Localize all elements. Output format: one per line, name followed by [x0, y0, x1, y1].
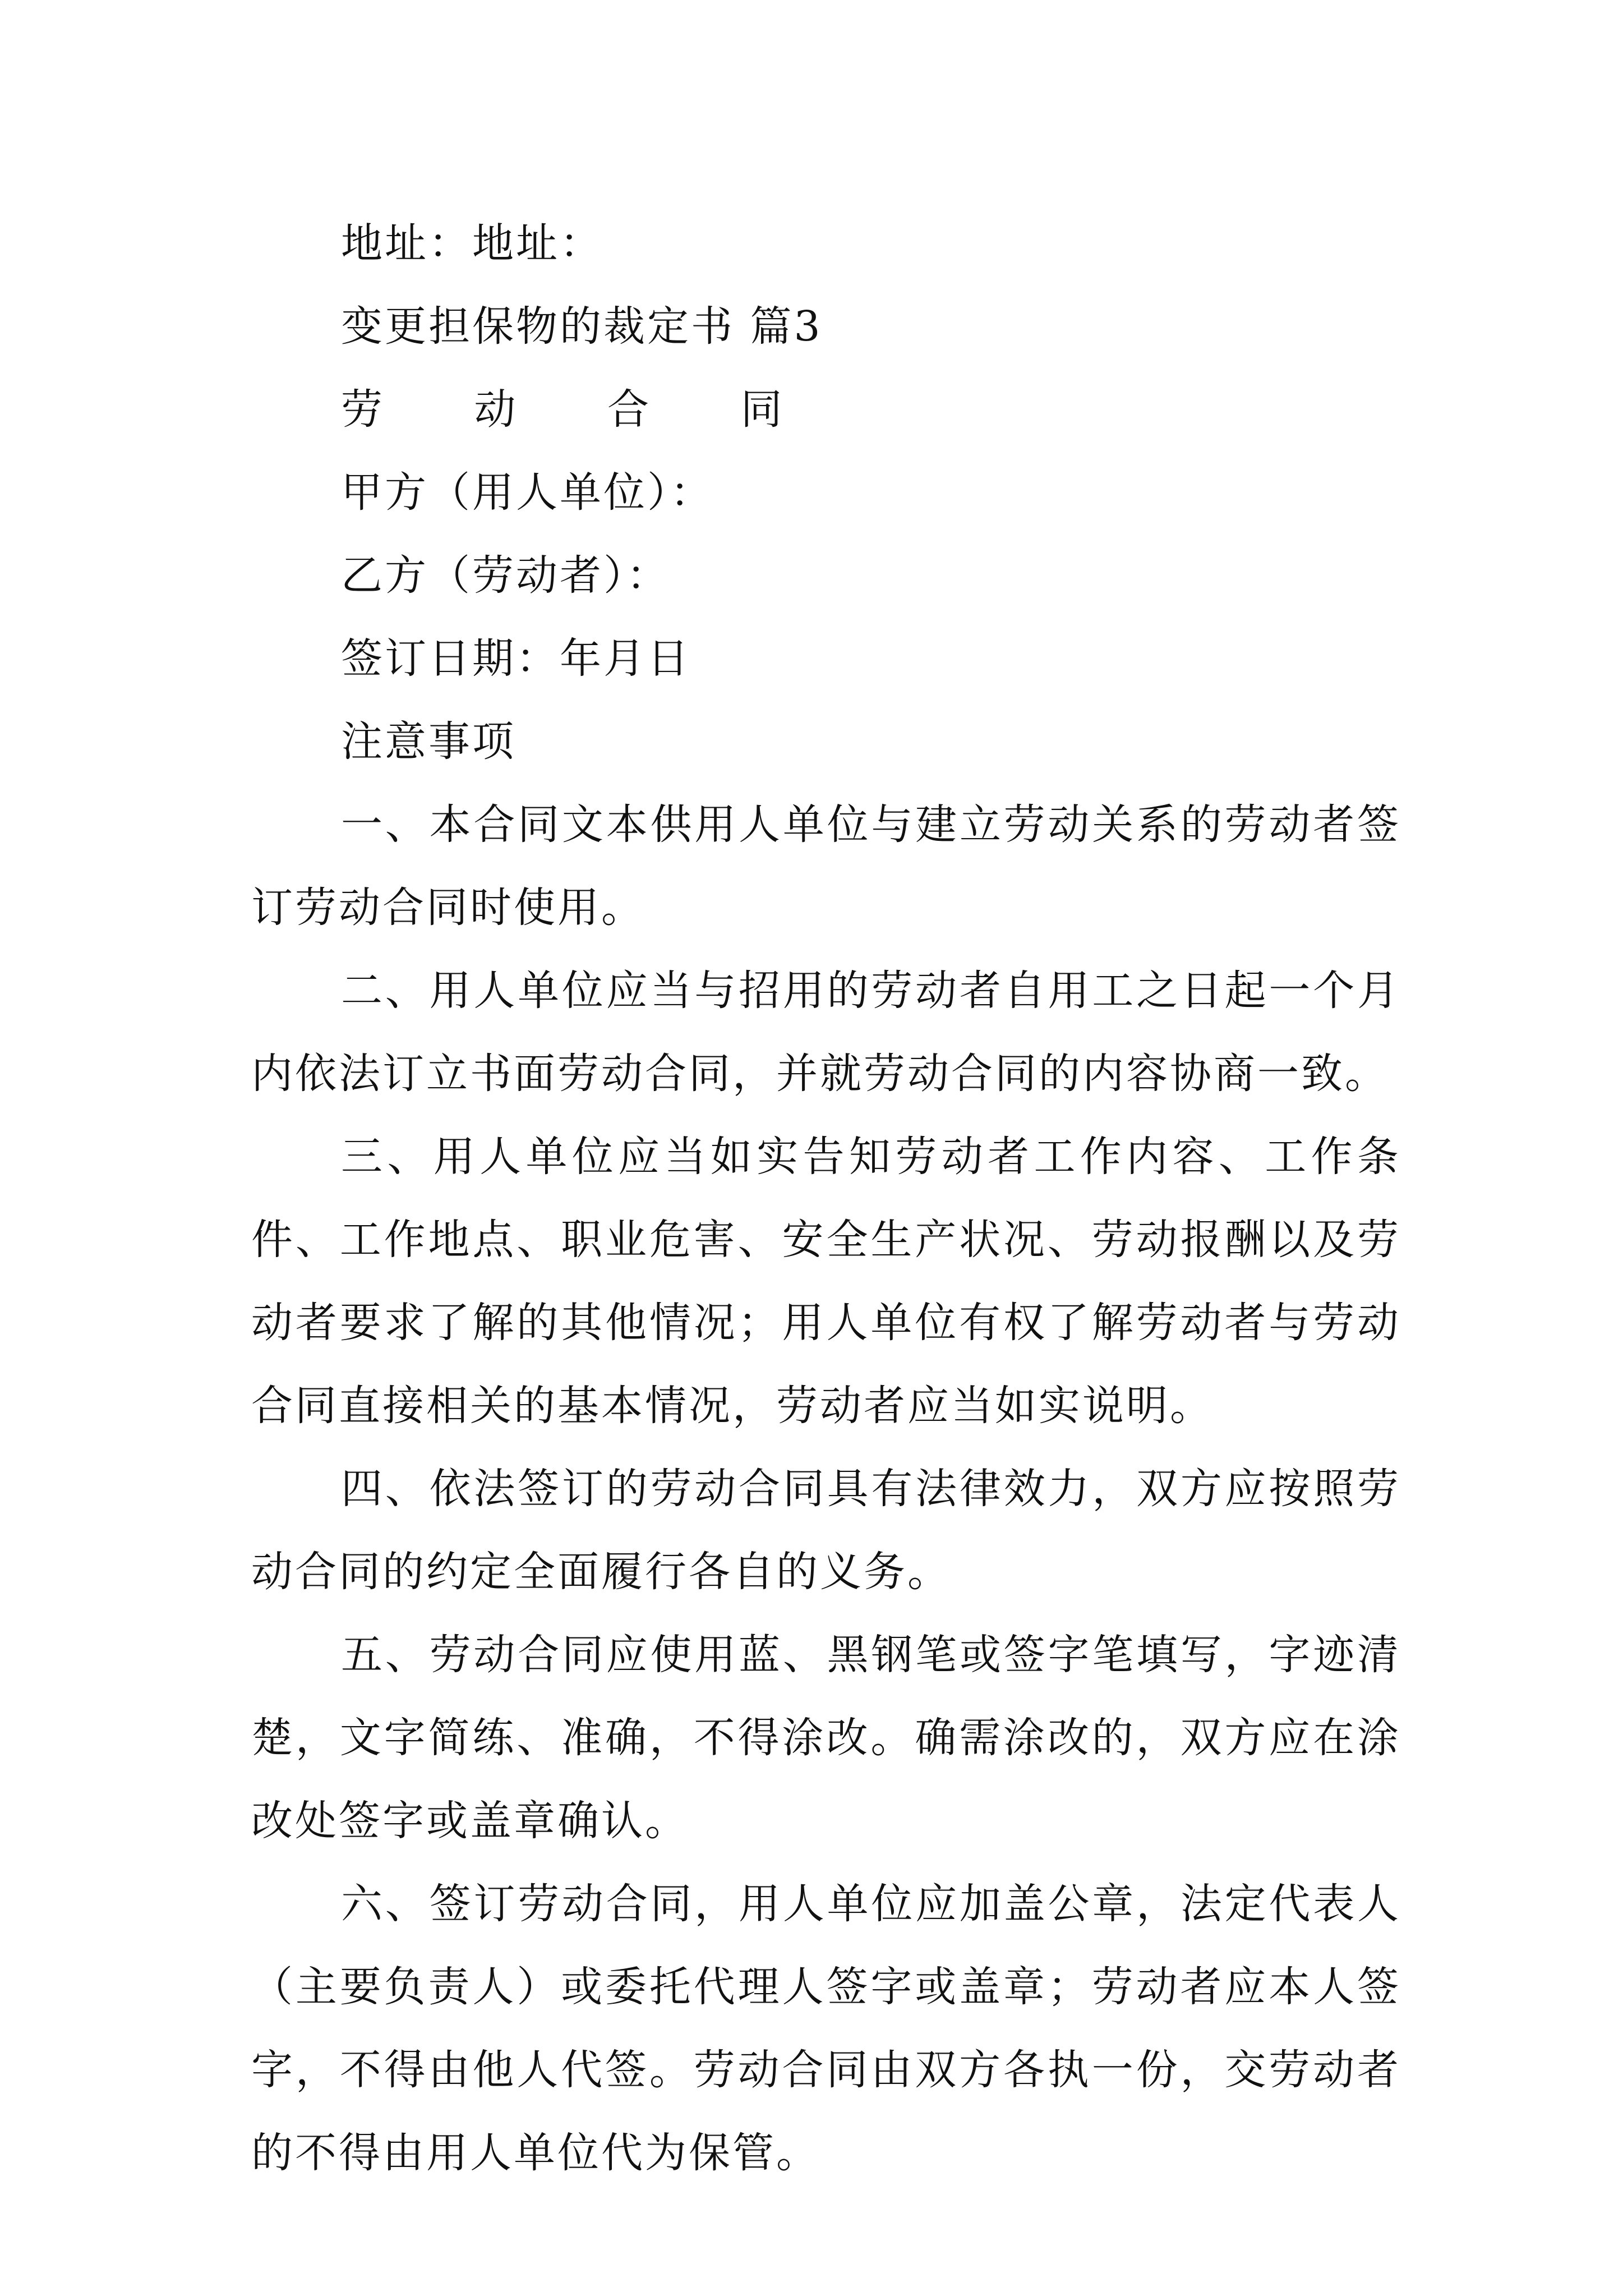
document-body — [251, 202, 1401, 2194]
contract-title: 劳 动 合 同 — [341, 385, 822, 434]
notes-heading: 注意事项 — [341, 717, 516, 766]
party-a-line: 甲方（用人单位）： — [341, 468, 714, 517]
note-paragraph-2: 二、用人单位应当与招用的劳动者自用工之日起一个月内依法订立书面劳动合同，并就劳动合同的内容协商一致。 — [251, 967, 1401, 1098]
party-b-line: 乙方（劳动者）： — [341, 551, 670, 600]
address-line: 地址：地址： — [341, 219, 603, 268]
note-paragraph-3: 三、用人单位应当如实告知劳动者工作内容、工作条件、工作地点、职业危害、安全生产状况、劳动报酬以及劳动者要求了解的其他情况；用人单位有权了解劳动者与劳动合同直接相关的基本情况，劳动者应当如实说明。 — [251, 1133, 1401, 1430]
note-paragraph-6: 六、签订劳动合同，用人单位应加盖公章，法定代表人（主要负责人）或委托代理人签字或盖章；劳动者应本人签字，不得由他人代签。劳动合同由双方各执一份，交劳动者的不得由用人单位代为保管。 — [251, 1880, 1401, 2177]
signing-date-line: 签订日期：年月日 — [341, 634, 691, 683]
section-heading: 变更担保物的裁定书 篇3 — [341, 302, 823, 351]
note-paragraph-1: 一、本合同文本供用人单位与建立劳动关系的劳动者签订劳动合同时使用。 — [251, 800, 1401, 932]
note-paragraph-5: 五、劳动合同应使用蓝、黑钢笔或签字笔填写，字迹清楚，文字简练、准确，不得涂改。确需涂改的，双方应在涂改处签字或盖章确认。 — [251, 1631, 1401, 1845]
note-paragraph-4: 四、依法签订的劳动合同具有法律效力，双方应按照劳动合同的约定全面履行各自的义务。 — [251, 1465, 1401, 1596]
